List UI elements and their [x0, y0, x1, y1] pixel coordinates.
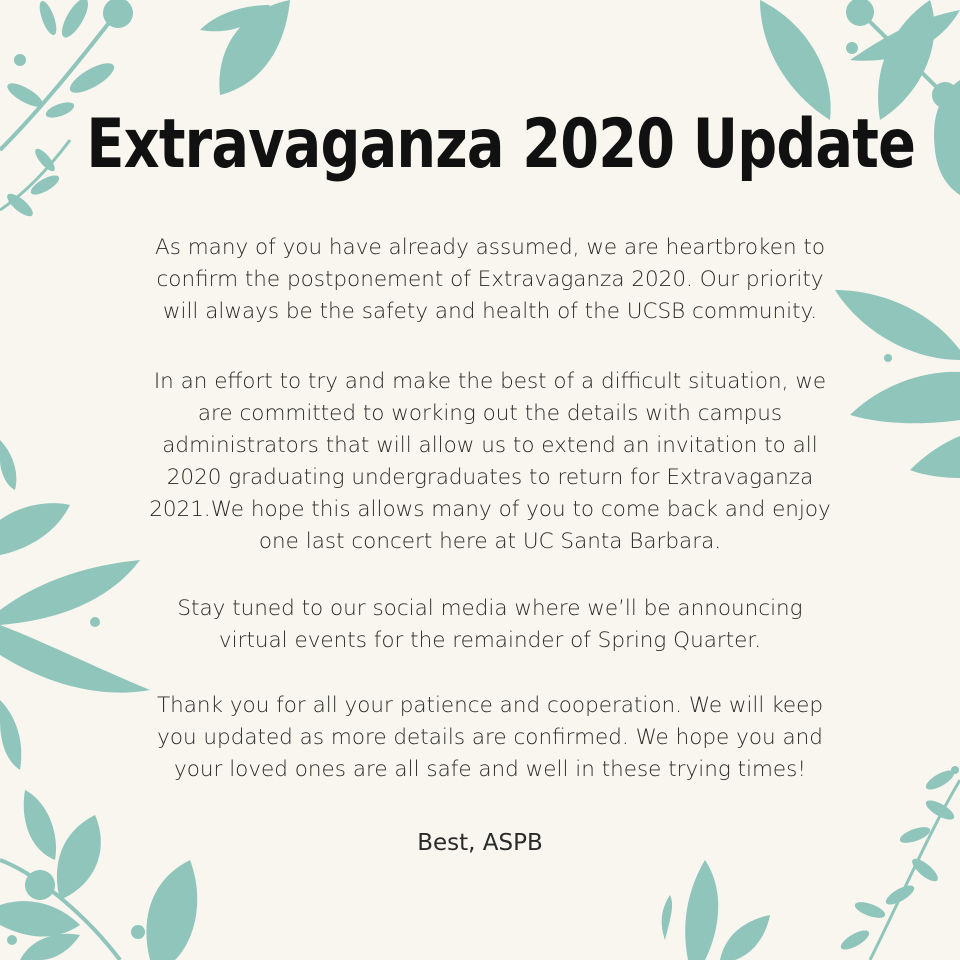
paragraph-line: are committed to working out the details with campus	[197, 401, 783, 426]
paragraph-line: 2021.We hope this allows many of you to come back and enjoy	[149, 497, 831, 522]
paragraph-postponement	[140, 232, 840, 328]
paragraph-invitation	[140, 366, 840, 558]
paragraph-line: In an effort to try and make the best of a difficult situation, we	[153, 369, 827, 394]
paragraph-line: Stay tuned to our social media where we’ll be announcing	[177, 596, 803, 621]
paragraph-line: virtual events for the remainder of Spring Quarter.	[218, 628, 762, 653]
paragraph-line: 2020 graduating undergraduates to return for Extravaganza	[166, 465, 814, 490]
paragraph-line: As many of you have already assumed, we are heartbroken to	[154, 235, 826, 260]
paragraph-thank-you	[140, 690, 840, 786]
paragraph-line: your loved ones are all safe and well in these trying times!	[174, 757, 806, 782]
paragraph-line: confirm the postponement of Extravaganza 2020. Our priority	[156, 267, 824, 292]
paragraph-line: Thank you for all your patience and cooperation. We will keep	[156, 693, 824, 718]
paragraph-social-media	[140, 593, 840, 657]
page-title: Extravaganza 2020 Update	[86, 105, 916, 184]
paragraph-line: will always be the safety and health of the UCSB community.	[162, 299, 818, 324]
paragraph-line: administrators that will allow us to extend an invitation to all	[162, 433, 818, 458]
paragraph-line: one last concert here at UC Santa Barbara.	[258, 529, 722, 554]
paragraph-line: you updated as more details are confirmed. We hope you and	[157, 725, 823, 750]
signoff: Best, ASPB	[417, 830, 543, 856]
